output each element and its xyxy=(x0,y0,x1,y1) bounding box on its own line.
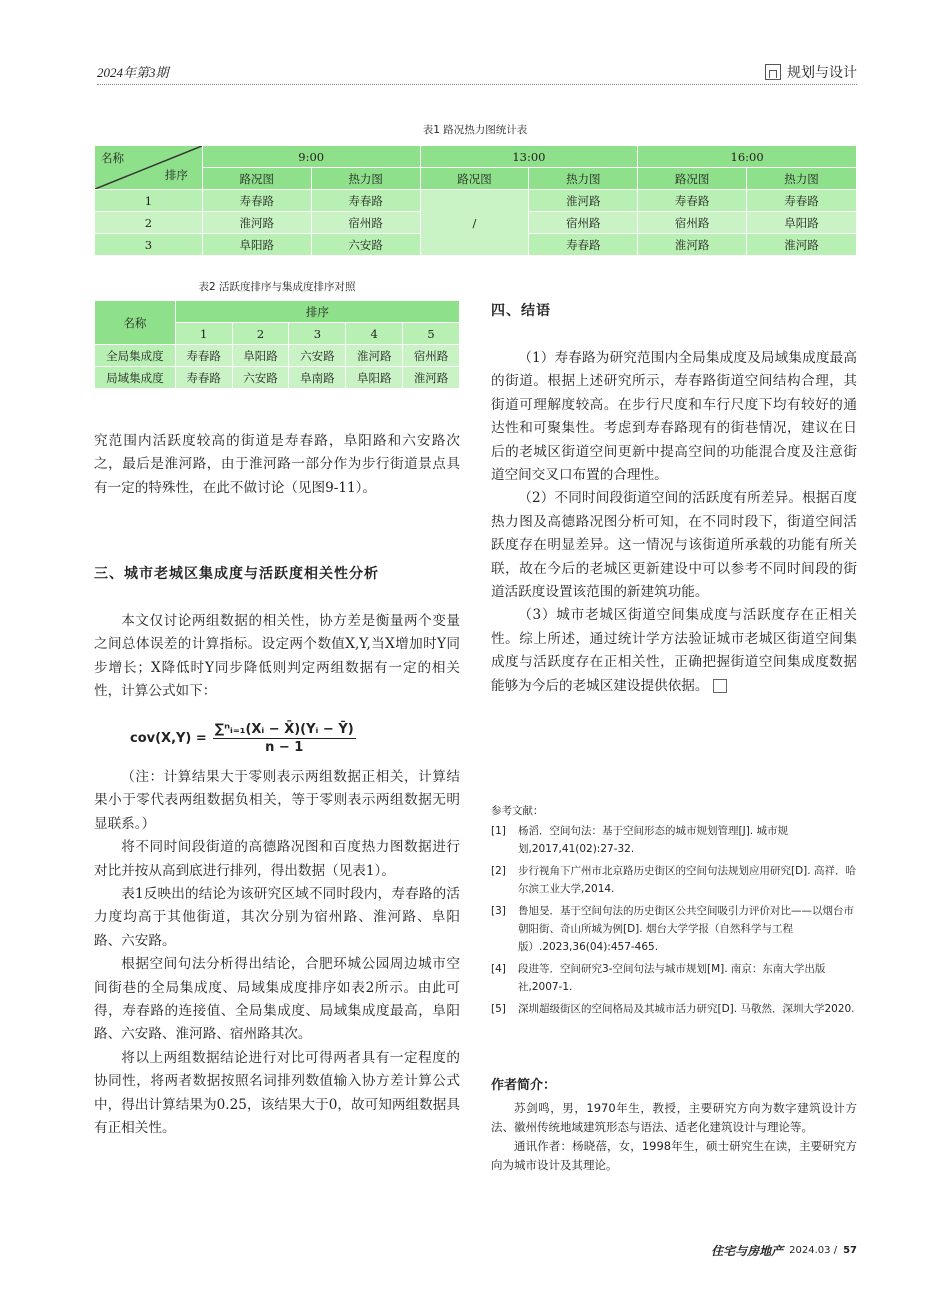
header-divider xyxy=(97,84,857,85)
sub-header: 热力图 xyxy=(529,168,638,190)
covariance-formula xyxy=(130,722,356,755)
rank-cell: 3 xyxy=(95,234,203,256)
reference-text: 步行视角下广州市北京路历史街区的空间句法规划应用研究[D]. 高祥．哈尔滨工业大学,2014. xyxy=(518,865,856,895)
formula-denominator: n − 1 xyxy=(265,740,304,755)
table-cell: 阜阳路 xyxy=(232,345,289,367)
paragraph: （2）不同时间段街道空间的活跃度有所差异。根据百度热力图及高德路况图分析可知，在不同时段下，街道空间活跃度存在明显差异。这一情况与该街道所承载的功能有所关联，故在今后的老城区更新建设中可以参考不同时间段的街道活跃度设置该范围的新建筑功能。 xyxy=(491,490,857,601)
reference-number: [1] xyxy=(491,825,506,837)
sub-header: 热力图 xyxy=(311,168,420,190)
paragraph: 表1反映出的结论为该研究区域不同时段内，寿春路的活力度均高于其他街道，其次分别为宿州路、淮河路、阜阳路、六安路。 xyxy=(94,886,460,949)
table-cell: 淮河路 xyxy=(747,234,857,256)
end-mark-icon xyxy=(713,679,727,693)
paragraph: 本文仅讨论两组数据的相关性，协方差是衡量两个变量之间总体误差的计算指标。设定两个数值X,Y,当X增加时Y同步增长；X降低时Y同步降低则判定两组数据有一定的相关性，计算公式如下： xyxy=(94,613,460,700)
reference-text: 段进等．空间研究3-空间句法与城市规划[M]. 南京：东南大学出版社,2007-1. xyxy=(518,963,826,993)
table-cell: 六安路 xyxy=(232,367,289,389)
table-cell: 六安路 xyxy=(311,234,420,256)
table-row xyxy=(95,367,460,389)
references xyxy=(491,802,857,1022)
paragraph: 根据空间句法分析得出结论，合肥环城公园周边城市空间街巷的全局集成度、局域集成度排序如表2所示。由此可得，寿春路的连接值、全局集成度、局域集成度最高，阜阳路、六安路、淮河路、宿州路其次。 xyxy=(94,956,460,1043)
table2 xyxy=(94,300,460,389)
reference-number: [5] xyxy=(491,1003,506,1015)
author-paragraph: 苏剑鸣，男，1970年生，教授，主要研究方向为数字建筑设计方法、徽州传统地域建筑形态与语法、适老化建筑设计与理论等。 xyxy=(491,1101,857,1134)
paragraph: （1）寿春路为研究范围内全局集成度及局域集成度最高的街道。根据上述研究所示，寿春路街道空间结构合理，其街道可理解度较高。在步行尺度和车行尺度下均有较好的通达性和可聚集性。考虑到寿春路现有的街巷情况，建议在日后的老城区街道空间更新中提高空间的功能混合度及注意街道空间交叉口布置的合理性。 xyxy=(491,350,857,484)
formula-lhs: cov(X,Y) = xyxy=(130,731,207,746)
paragraph: 将不同时间段街道的高德路况图和百度热力图数据进行对比并按从高到底进行排列，得出数据（见表1）。 xyxy=(94,839,460,879)
left-intro xyxy=(94,430,460,500)
table-cell: 淮河路 xyxy=(202,212,311,234)
section-header xyxy=(765,62,857,82)
sub-header: 路况图 xyxy=(638,168,747,190)
name-header: 名称 xyxy=(95,301,176,345)
table-cell: 宿州路 xyxy=(529,212,638,234)
sub-header: 路况图 xyxy=(202,168,311,190)
rank-number: 3 xyxy=(289,323,346,345)
reference-text: 杨滔．空间句法：基于空间形态的城市规划管理[J]. 城市规划,2017,41(02):27-32. xyxy=(518,825,788,855)
right-body xyxy=(491,347,857,698)
row-label: 全局集成度 xyxy=(95,345,176,367)
table-cell: 阜阳路 xyxy=(346,367,403,389)
sub-header: 热力图 xyxy=(747,168,857,190)
table-cell: 阜南路 xyxy=(289,367,346,389)
table-cell: 阜阳路 xyxy=(202,234,311,256)
table-cell: 阜阳路 xyxy=(747,212,857,234)
references-title: 参考文献： xyxy=(491,805,544,817)
table-cell: 淮河路 xyxy=(529,190,638,212)
table-cell: 宿州路 xyxy=(638,212,747,234)
paragraph-text: （3）城市老城区街道空间集成度与活跃度存在正相关性。综上所述，通过统计学方法验证城市老城区街道空间集成度与活跃度存在正相关性，正确把握街道空间集成度数据能够为今后的老城区建设提供依据。 xyxy=(491,607,857,694)
table-cell: 寿春路 xyxy=(175,345,232,367)
reference-text: 深圳超级街区的空间格局及其城市活力研究[D]. 马敬然．深圳大学2020. xyxy=(518,1003,855,1015)
author-title: 作者简介： xyxy=(491,1078,557,1093)
rank-cell: 2 xyxy=(95,212,203,234)
page-footer xyxy=(711,1242,857,1259)
author-info xyxy=(491,1076,857,1175)
sub-header: 路况图 xyxy=(420,168,529,190)
rank-number: 1 xyxy=(175,323,232,345)
left-body-2 xyxy=(94,766,460,1141)
rank-header: 排序 xyxy=(175,301,459,323)
reference-text: 鲁旭旻．基于空间句法的历史街区公共空间吸引力评价对比——以烟台市朝阳街、奇山所城为例[D]. 烟台大学学报（自然科学与工程版）.2023,36(04):457-465. xyxy=(518,905,854,953)
table-cell: 六安路 xyxy=(289,345,346,367)
journal-logo: 住宅与房地产 xyxy=(711,1244,784,1258)
table-cell: 淮河路 xyxy=(346,345,403,367)
table-cell: 寿春路 xyxy=(638,190,747,212)
table-cell: 宿州路 xyxy=(403,345,460,367)
corner-rank: 排序 xyxy=(164,168,188,182)
table-cell: 寿春路 xyxy=(529,234,638,256)
rank-number: 2 xyxy=(232,323,289,345)
footer-date: 2024.03 / xyxy=(789,1245,838,1256)
table-cell: 宿州路 xyxy=(311,212,420,234)
table-row xyxy=(95,345,460,367)
reference-item xyxy=(491,862,857,898)
paragraph: 究范围内活跃度较高的街道是寿春路，阜阳路和六安路次之，最后是淮河路，由于淮河路一部分作为步行街道景点具有一定的特殊性，在此不做讨论（见图9-11）。 xyxy=(94,433,460,496)
table-row xyxy=(95,190,857,212)
section4-heading: 四、结语 xyxy=(491,303,551,319)
table1-caption: 表1 路况热力图统计表 xyxy=(422,124,528,136)
time-header: 13:00 xyxy=(420,146,638,168)
author-paragraph: 通讯作者：杨晓蓓，女，1998年生，硕士研究生在读，主要研究方向为城市设计及其理论。 xyxy=(491,1139,857,1172)
formula-numerator: ∑ⁿᵢ₌₁(Xᵢ − X̄)(Yᵢ − Ȳ) xyxy=(214,722,354,737)
section3-heading: 三、城市老城区集成度与活跃度相关性分析 xyxy=(94,566,379,582)
reference-number: [2] xyxy=(491,865,506,877)
table2-caption: 表2 活跃度排序与集成度排序对照 xyxy=(198,281,356,293)
table1-corner xyxy=(95,146,203,190)
paragraph xyxy=(491,604,857,698)
reference-number: [4] xyxy=(491,963,506,975)
table-cell: 淮河路 xyxy=(638,234,747,256)
table-cell: 寿春路 xyxy=(747,190,857,212)
reference-item xyxy=(491,902,857,956)
rank-cell: 1 xyxy=(95,190,203,212)
time-header: 9:00 xyxy=(202,146,420,168)
corner-name: 名称 xyxy=(101,151,124,165)
merged-cell: / xyxy=(420,190,529,256)
rank-number: 4 xyxy=(346,323,403,345)
page-number: 57 xyxy=(843,1245,857,1256)
paragraph: 将以上两组数据结论进行对比可得两者具有一定程度的协同性，将两者数据按照名词排列数值输入协方差计算公式中，得出计算结果为0.25，该结果大于0，故可知两组数据具有正相关性。 xyxy=(94,1049,460,1137)
time-header: 16:00 xyxy=(638,146,857,168)
table1 xyxy=(94,145,857,256)
issue-label: 2024年第3期 xyxy=(97,65,169,80)
paragraph: （注：计算结果大于零则表示两组数据正相关，计算结果小于零代表两组数据负相关，等于零则表示两组数据无明显联系。） xyxy=(94,769,460,832)
reference-number: [3] xyxy=(491,905,506,917)
table-cell: 淮河路 xyxy=(403,367,460,389)
reference-item xyxy=(491,822,857,858)
table-cell: 寿春路 xyxy=(202,190,311,212)
rank-number: 5 xyxy=(403,323,460,345)
reference-item xyxy=(491,960,857,996)
table-cell: 寿春路 xyxy=(311,190,420,212)
left-body-1 xyxy=(94,610,460,704)
row-label: 局域集成度 xyxy=(95,367,176,389)
table-cell: 寿春路 xyxy=(175,367,232,389)
reference-item xyxy=(491,1000,857,1018)
section-label: 规划与设计 xyxy=(787,65,857,81)
house-icon xyxy=(765,64,781,80)
